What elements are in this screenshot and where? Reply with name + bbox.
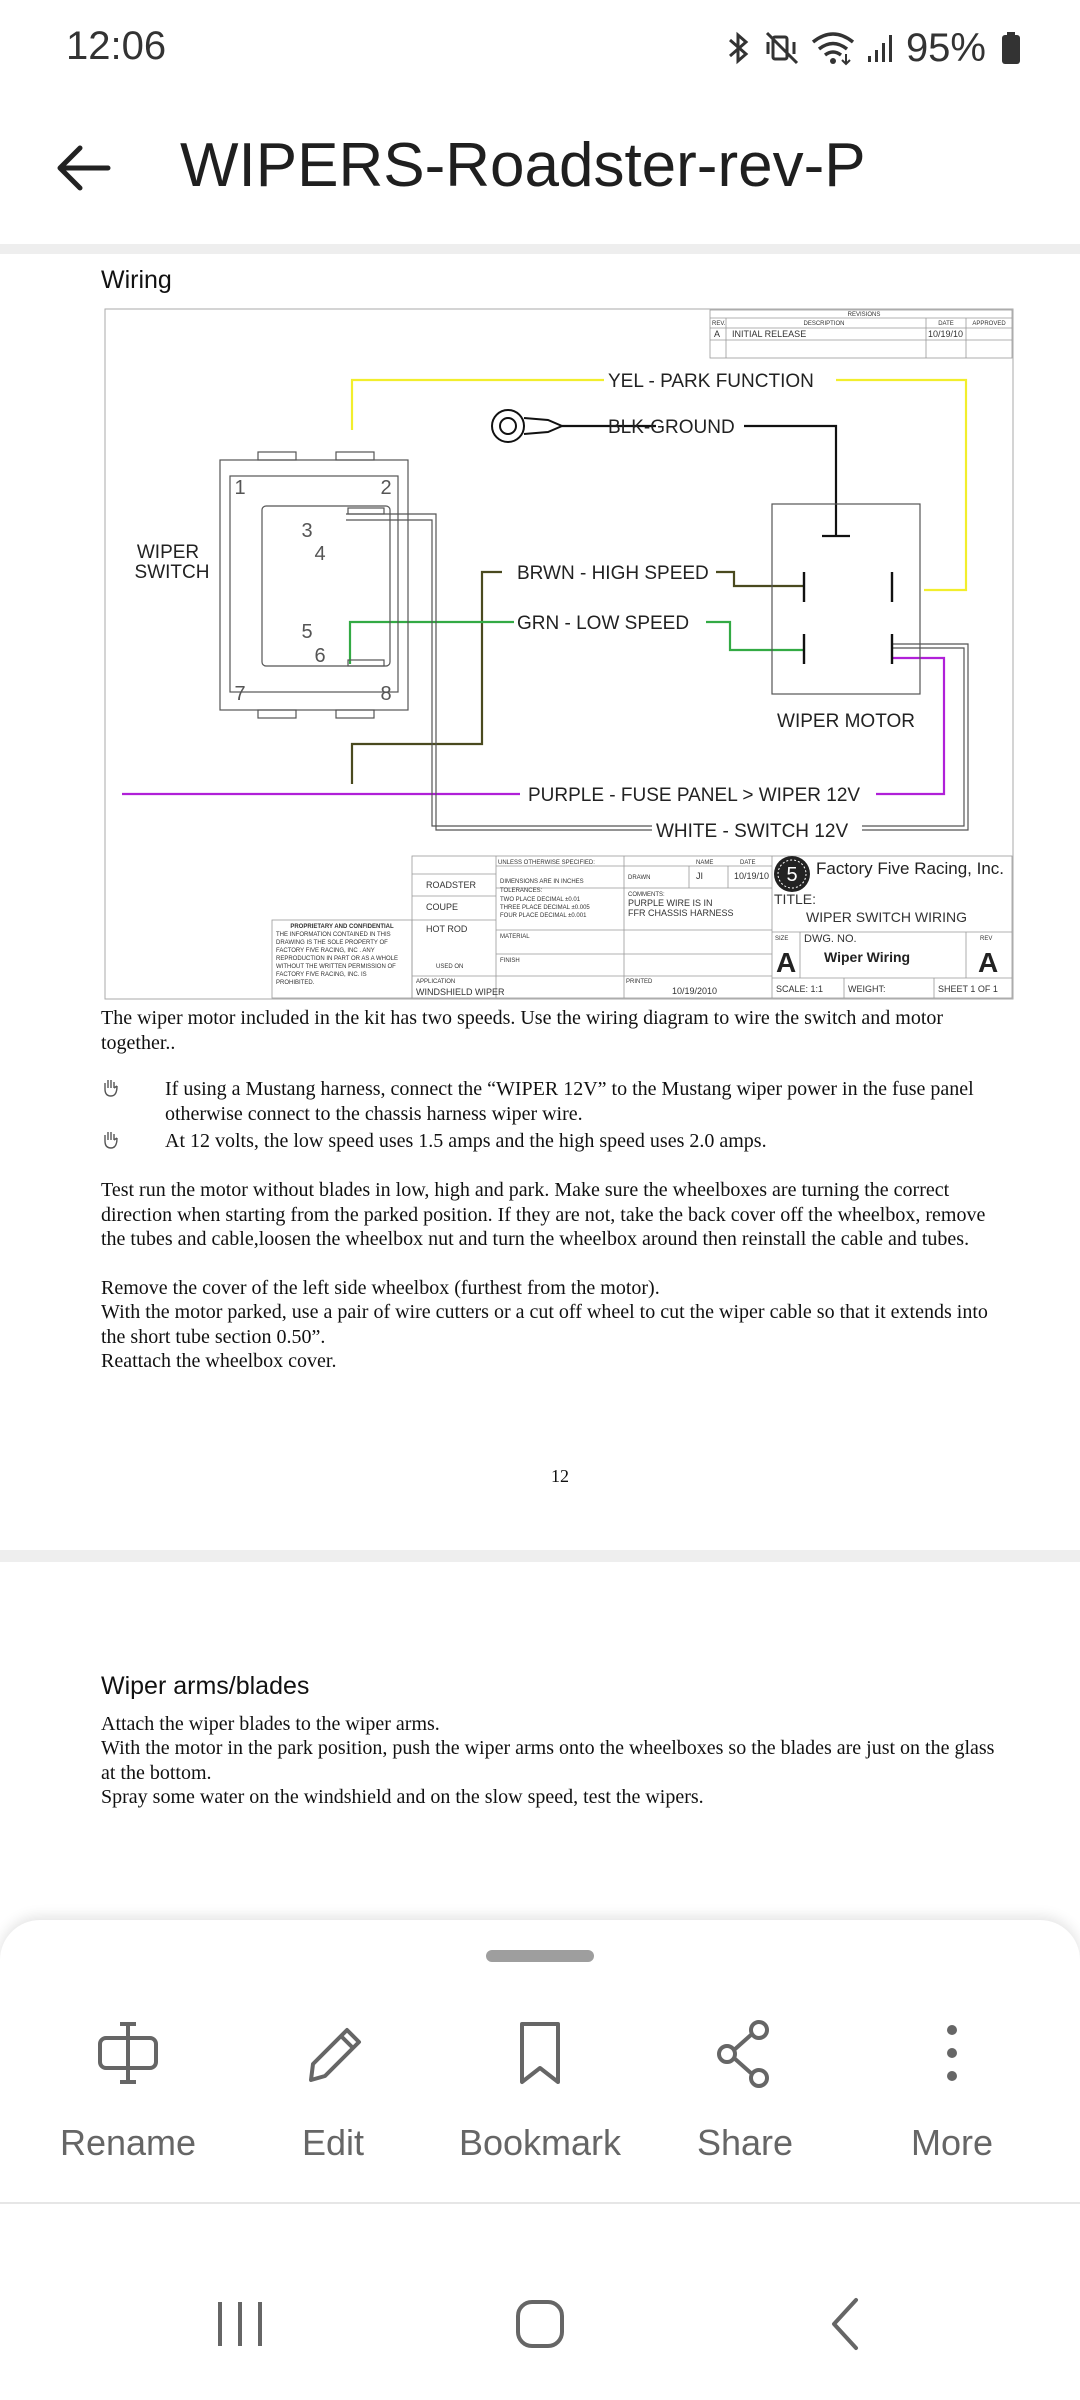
ffr-logo-number: 5	[786, 864, 798, 886]
tb-tol2: THREE PLACE DECIMAL ±0.005	[500, 905, 590, 911]
body-paragraph-park-position: With the motor in the park position, push the wiper arms onto the wheelboxes so the blades are just on the glass at the bottom.	[101, 1737, 995, 1784]
document-title: WIPERS-Roadster-rev-P	[180, 131, 866, 200]
tb-printed-date: 10/19/2010	[672, 986, 718, 996]
body-paragraph-spray: Spray some water on the windshield and on the slow speed, test the wipers.	[101, 1786, 704, 1808]
tb-prop-line-6: FACTORY FIVE RACING, INC. IS	[276, 972, 367, 978]
tb-coupe: COUPE	[426, 902, 459, 912]
tb-comment-2: FFR CHASSIS HARNESS	[628, 908, 734, 918]
pencil-icon	[301, 2018, 365, 2088]
more-button[interactable]	[852, 2018, 1052, 2168]
wiper-motor	[772, 504, 920, 694]
rev-col-approved: APPROVED	[972, 321, 1006, 327]
label-green-low: GRN - LOW SPEED	[517, 613, 690, 634]
tb-rev-label: REV	[980, 936, 993, 942]
tb-unless: UNLESS OTHERWISE SPECIFIED:	[498, 860, 595, 866]
body-paragraph-reattach: Reattach the wheelbox cover.	[101, 1350, 337, 1372]
tb-prop-line-5: WITHOUT THE WRITTEN PERMISSION OF	[276, 964, 396, 970]
list-item	[101, 1129, 1011, 1159]
tb-drawn: DRAWN	[628, 875, 651, 881]
tb-rev-value: A	[978, 947, 999, 978]
share-button[interactable]	[645, 2018, 845, 2168]
more-label: More	[910, 2122, 994, 2163]
label-purple: PURPLE - FUSE PANEL > WIPER 12V	[528, 785, 861, 806]
signal-icon	[866, 30, 896, 66]
tb-dwg-label: DWG. NO.	[804, 933, 857, 945]
tb-hot-rod: HOT ROD	[426, 924, 468, 934]
wiring-diagram	[104, 308, 1014, 1000]
tb-scale: SCALE: 1:1	[776, 984, 824, 994]
bookmark-label: Bookmark	[458, 2122, 622, 2163]
pin-1: 1	[234, 477, 246, 499]
intro-paragraph: The wiper motor included in the kit has two speeds. Use the wiring diagram to wire the switch and motor together..	[101, 1007, 944, 1054]
tb-dims: DIMENSIONS ARE IN INCHES	[500, 879, 584, 885]
tb-title-label: TITLE:	[774, 891, 817, 907]
share-label: Share	[696, 2122, 794, 2163]
pin-8: 8	[380, 683, 392, 705]
tb-comment-1: PURPLE WIRE IS IN	[628, 898, 713, 908]
hand-bullet-icon	[101, 1129, 123, 1151]
system-nav-bar	[0, 2204, 1080, 2400]
white-wire-switch	[346, 514, 968, 830]
rename-label: Rename	[59, 2122, 197, 2163]
brown-wire-high	[352, 572, 804, 784]
section-heading-wiring: Wiring	[101, 266, 172, 294]
rev-row-date: 10/19/10	[928, 329, 964, 339]
bottom-action-sheet	[0, 1920, 1080, 2202]
pin-4: 4	[314, 543, 326, 565]
tb-prop-line-3: FACTORY FIVE RACING, INC . ANY	[276, 948, 375, 954]
pin-2: 2	[380, 477, 392, 499]
label-black-ground: BLK-GROUND	[608, 417, 735, 438]
pin-3: 3	[301, 520, 313, 542]
rev-col-rev: REV.	[712, 321, 726, 327]
tb-prop-line-4: REPRODUCTION IN PART OR AS A WHOLE	[276, 956, 399, 962]
rev-row-rev: A	[714, 329, 721, 339]
tb-app-value: WINDSHIELD WIPER	[416, 987, 505, 997]
tb-prop-line-1: THE INFORMATION CONTAINED IN THIS	[276, 932, 391, 938]
tb-title-value: WIPER SWITCH WIRING	[806, 909, 967, 925]
tb-size-value: A	[776, 947, 797, 978]
label-white: WHITE - SWITCH 12V	[656, 821, 849, 842]
rename-icon	[96, 2018, 160, 2088]
body-paragraph-cut-cable: With the motor parked, use a pair of wire cutters or a cut off wheel to cut the wiper cable so that it extends into the short tube section 0.50”.	[101, 1301, 988, 1348]
rename-button[interactable]	[28, 2018, 228, 2168]
tb-drawn-by: JI	[696, 871, 704, 881]
tb-sheet: SHEET 1 OF 1	[938, 984, 998, 994]
share-icon	[713, 2018, 777, 2088]
vibrate-mute-icon	[764, 30, 800, 66]
status-time: 12:06	[66, 24, 167, 68]
label-yellow-wire: YEL - PARK FUNCTION	[608, 371, 814, 392]
edit-button[interactable]	[233, 2018, 433, 2168]
tb-used-on: USED ON	[436, 964, 464, 970]
tb-comments: COMMENTS:	[628, 892, 665, 898]
ground-ring-terminal	[492, 410, 562, 442]
rev-col-date: DATE	[938, 321, 954, 327]
hand-bullet-icon	[101, 1077, 123, 1099]
rev-header: REVISIONS	[847, 312, 881, 318]
bullet-text: At 12 volts, the low speed uses 1.5 amps and the high speed uses 2.0 amps.	[165, 1130, 767, 1152]
list-item	[101, 1077, 1011, 1131]
bookmark-icon	[508, 2018, 572, 2088]
battery-icon	[1000, 30, 1022, 66]
rev-col-desc: DESCRIPTION	[803, 321, 845, 327]
tb-material: MATERIAL	[500, 934, 530, 940]
edit-label: Edit	[301, 2122, 365, 2163]
tb-printed: PRINTED	[626, 979, 653, 985]
body-paragraph-test-run: Test run the motor without blades in low, high and park. Make sure the wheelboxes are turning the correct direction when starting from the parked position. If they are not, take the back cover off the wheelbox, remove the tubes and cable,loosen the wheelbox nut and turn the wheelbox around then reinstall the cable and tubes.	[101, 1179, 986, 1250]
switch-label-line2: SWITCH	[134, 562, 210, 583]
page-number: 12	[551, 1466, 569, 1486]
arrow-back-icon[interactable]	[52, 136, 116, 200]
bluetooth-icon	[724, 30, 754, 66]
tb-date: DATE	[740, 860, 756, 866]
tb-tol1: TWO PLACE DECIMAL ±0.01	[500, 897, 581, 903]
tb-name: NAME	[696, 860, 714, 866]
motor-label: WIPER MOTOR	[777, 711, 915, 732]
tb-finish: FINISH	[500, 958, 520, 964]
sheet-drag-handle[interactable]	[486, 1950, 594, 1962]
tb-tol3: FOUR PLACE DECIMAL ±0.001	[500, 913, 587, 919]
tb-roadster: ROADSTER	[426, 880, 477, 890]
pin-6: 6	[314, 645, 326, 667]
pin-5: 5	[301, 621, 313, 643]
more-vertical-icon	[920, 2018, 984, 2088]
page-separator	[0, 1550, 1080, 1562]
tb-prop-line-7: PROHIBITED.	[276, 980, 315, 986]
status-bar	[0, 0, 1080, 100]
diagram-border	[105, 309, 1013, 999]
status-icons	[724, 22, 1022, 74]
switch-label-line1: WIPER	[136, 542, 200, 563]
app-bar	[0, 100, 1080, 246]
section-heading-wiper-arms: Wiper arms/blades	[101, 1672, 310, 1700]
home-icon[interactable]	[512, 2296, 568, 2352]
battery-percent: 95%	[905, 25, 986, 70]
tb-weight: WEIGHT:	[848, 984, 886, 994]
recents-icon[interactable]	[212, 2296, 268, 2352]
page-separator	[0, 244, 1080, 254]
bullet-text: If using a Mustang harness, connect the “WIPER 12V” to the Mustang wiper power in the fuse panel otherwise connect to the chassis harness wiper wire.	[165, 1078, 974, 1125]
bookmark-button[interactable]	[440, 2018, 640, 2168]
label-brown-high: BRWN - HIGH SPEED	[517, 563, 709, 584]
rev-row-desc: INITIAL RELEASE	[732, 329, 807, 339]
tb-tol: TOLERANCES:	[500, 888, 543, 894]
tb-company: Factory Five Racing, Inc.	[816, 859, 1005, 878]
tb-drawn-date: 10/19/10	[734, 871, 770, 881]
tb-prop-title: PROPRIETARY AND CONFIDENTIAL	[290, 924, 394, 930]
wifi-icon	[810, 30, 856, 66]
body-paragraph-attach: Attach the wiper blades to the wiper arms.	[101, 1713, 440, 1735]
tb-size-label: SIZE	[775, 936, 789, 942]
tb-dwg-value: Wiper Wiring	[824, 949, 911, 965]
tb-application: APPLICATION	[416, 979, 456, 985]
pin-7: 7	[234, 683, 246, 705]
back-icon[interactable]	[818, 2296, 874, 2352]
tb-prop-line-2: DRAWING IS THE SOLE PROPERTY OF	[276, 940, 388, 946]
body-paragraph-remove-cover: Remove the cover of the left side wheelbox (furthest from the motor).	[101, 1277, 660, 1299]
black-ground-wire	[562, 426, 850, 536]
yellow-wire	[352, 380, 966, 590]
